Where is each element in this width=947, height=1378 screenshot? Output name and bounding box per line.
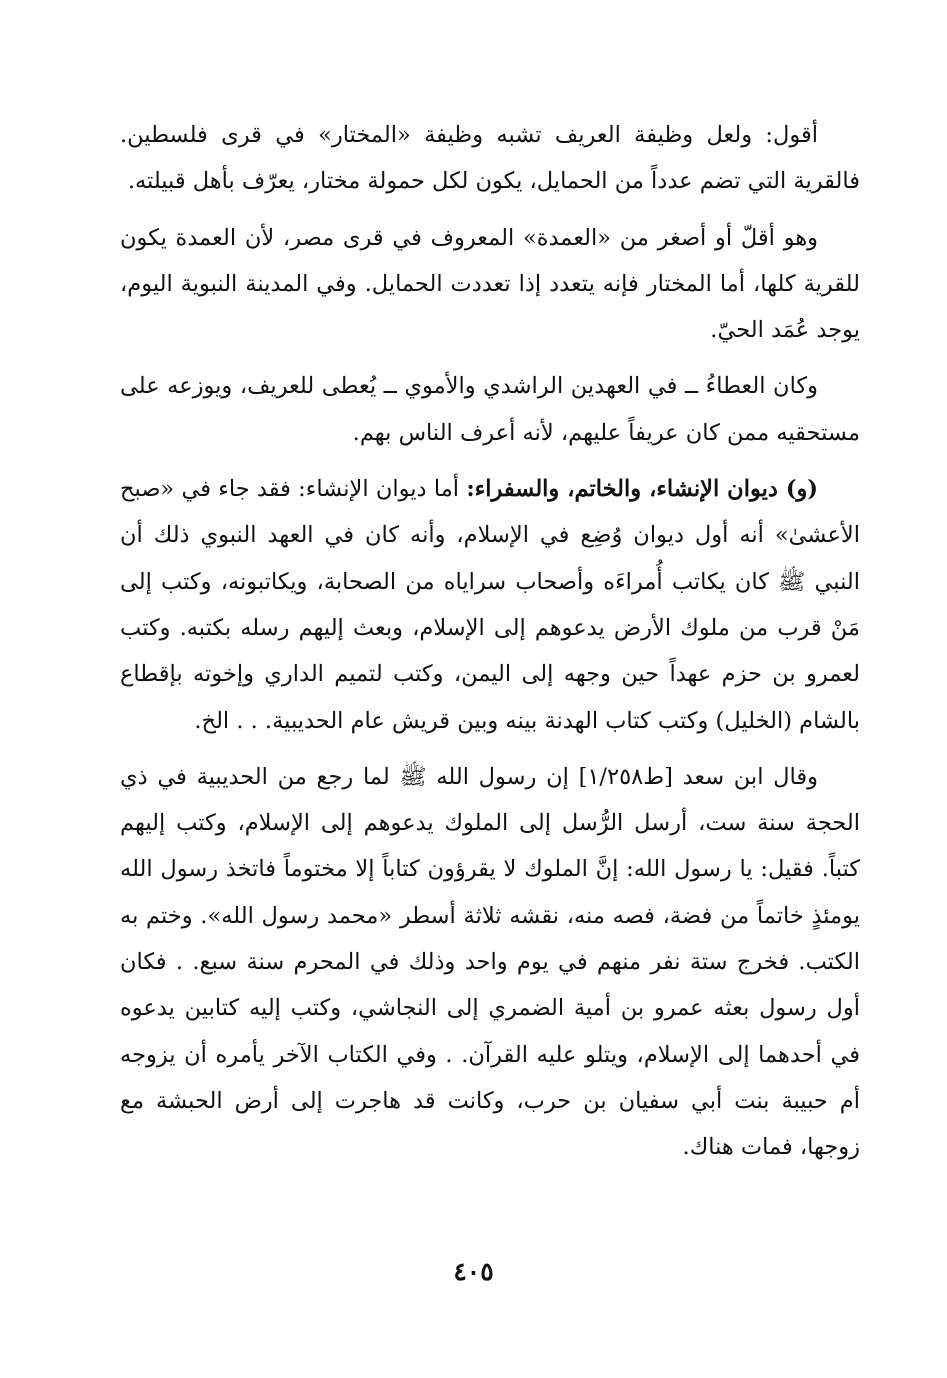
paragraph-ataa	[120, 363, 860, 456]
paragraph-text: وقال ابن سعد [ط١/٢٥٨] إن رسول الله ﷺ لما رجع من الحديبية في ذي الحجة سنة ست، أرسل الرُّسل إلى الملوك يدعوهم إلى الإسلام، وكتب إليهم كتباً. فقيل: يا رسول الله: إنَّ الملوك لا يقرؤون كتاباً إلا مختوماً فاتخذ رسول الله يومئذٍ خاتماً من فضة، فصه منه، نقشه ثلاثة أسطر «محمد رسول الله». وختم به الكتب. فخرج ستة نفر منهم في يوم واحد وذلك في المحرم سنة سبع. . فكان أول رسول بعثه عمرو بن أمية الضمري إلى النجاشي، وكتب إليه كتابين يدعوه في أحدهما إلى الإسلام، ويتلو عليه القرآن. . وفي الكتاب الآخر يأمره أن يزوجه أم حبيبة بنت أبي سفيان بن حرب، وكانت قد هاجرت إلى أرض الحبشة مع زوجها، فمات هناك.	[120, 763, 860, 1161]
body-text	[120, 112, 860, 1171]
section-heading: (و) ديوان الإنشاء، والخاتم، والسفراء:	[466, 476, 818, 503]
paragraph-arif-role	[120, 112, 860, 205]
paragraph-umda-comparison	[120, 215, 860, 354]
paragraph-text: أما ديوان الإنشاء: فقد جاء في «صبح الأعشىٰ» أنه أول ديوان وُضِع في الإسلام، وأنه كان في العهد النبوي ذلك أن النبي ﷺ كان يكاتب أُمراءَه وأصحاب سراياه من الصحابة، ويكاتبونه، وكتب إلى مَنْ قرب من ملوك الأرض يدعوهم إلى الإسلام، وبعث إليهم رسله بكتبه. وكتب لعمرو بن حزم عهداً حين وجهه إلى اليمن، وكتب لتميم الداري وإخوته بإقطاع بالشام (الخليل) وكتب كتاب الهدنة بينه وبين قريش عام الحديبية. . . الخ.	[120, 476, 860, 734]
paragraph-diwan-alinsha	[120, 466, 860, 744]
paragraph-ibn-saad	[120, 754, 860, 1171]
paragraph-text: وكان العطاءُ ــ في العهدين الراشدي والأموي ــ يُعطى للعريف، ويوزعه على مستحقيه ممن كان عريفاً عليهم، لأنه أعرف الناس بهم.	[120, 373, 860, 446]
page-number: ٤٠٥	[453, 1257, 494, 1286]
paragraph-text: وهو أقلّ أو أصغر من «العمدة» المعروف في قرى مصر، لأن العمدة يكون للقرية كلها، أما المختار فإنه يتعدد إذا تعددت الحمايل. وفي المدينة النبوية اليوم، يوجد عُمَد الحيّ.	[120, 224, 860, 344]
paragraph-text: أقول: ولعل وظيفة العريف تشبه وظيفة «المختار» في قرى فلسطين. فالقرية التي تضم عدداً من الحمايل، يكون لكل حمولة مختار، يعرّف بأهل قبيلته.	[120, 122, 860, 195]
